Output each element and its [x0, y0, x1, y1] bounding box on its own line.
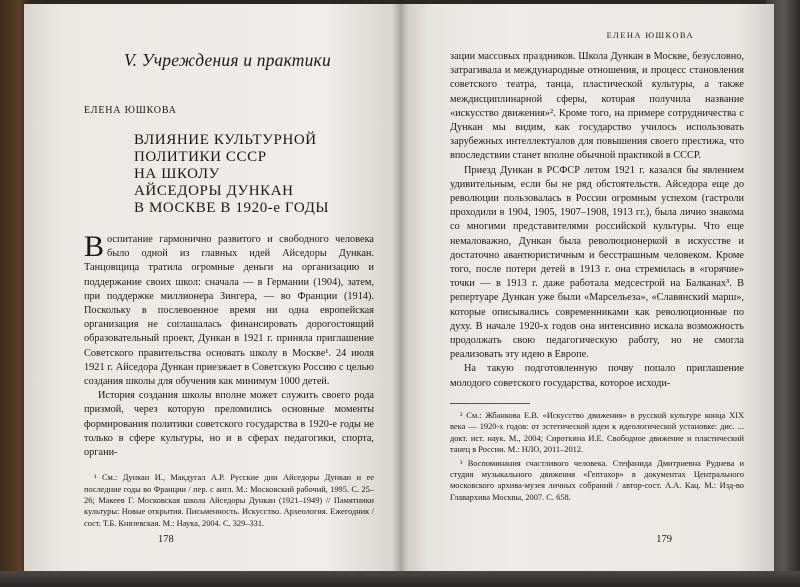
paragraph [84, 230, 374, 389]
footnote: ³ Воспоминания счастливого человека. Стефанида Дмитриевна Руднева и студия музыкального движения «Гептахор» в документах Центрального московского архива-музея личных собраний / автор-сост. А.А. Кац. М.: Изд-во Главархива Москвы, 2007. С. 658. [450, 458, 744, 502]
article-author: ЕЛЕНА ЮШКОВА [84, 105, 177, 116]
article-title-line: В МОСКВЕ В 1920-е ГОДЫ [134, 200, 330, 216]
page-number-left: 178 [158, 534, 174, 545]
right-body-text [450, 50, 744, 391]
section-heading: V. Учреждения и практики [124, 50, 331, 70]
left-page [24, 4, 400, 571]
paragraph: История создания школы вполне может служить своего рода призмой, через которую преломились основные моменты формирования политики советского государства в 1920-е годы не только в сфере культуры, но и в сферах педагогики, спорта, органи- [84, 390, 374, 459]
book-gutter [392, 4, 408, 571]
article-title-line: ВЛИЯНИЕ КУЛЬТУРНОЙ [134, 132, 317, 148]
article-title-line: ПОЛИТИКИ СССР [134, 149, 267, 165]
drop-cap: В [84, 230, 105, 263]
page-number-right: 179 [656, 534, 672, 545]
left-body-text [84, 230, 374, 460]
footnote: ² См.: Жбанкова Е.В. «Искусство движения» в русской культуре конца XIX века — 1920-х годов: от эстетической идеи к идеологической установке: дис. ... докт. ист. наук. М., 2004; Сироткина И.Е. Свободное движение и пластический танец в России. М.: НЛО, 2011–2012. [450, 410, 744, 455]
backdrop-bottom-edge [0, 571, 800, 587]
footnote: ¹ См.: Дункан И., Макдугал А.Р. Русские дни Айседоры Дункан и ее последние годы во Франции / пер. с англ. М.: Московский рабочий, 1995. С. 25–26; Макеев Г. Московская школа Айседоры Дункан (1921–1949) // Памятники культуры: Новые открытия. Письменность. Искусство. Археология. Ежегодник / сост. Т.Б. Князевская. М.: Наука, 2004. С. 329–331. [84, 473, 374, 528]
paragraph: Приезд Дункан в РСФСР летом 1921 г. казался бы явлением удивительным, если бы не ряд обстоятельств. Айседора еще до революции пользовалась в России огромным успехом (гастроли проходили в 1904, 1905, 1907–1908, 1913 гг.), была лично знакома со многими представителями российской культуры. Что еще немаловажно, Дункан была революционеркой в искусстве и достаточно авантюристичным и бесстрашным человеком. Кроме того, после потери детей в 1913 г. она стремилась в «горячие» точки — в 1913 г. даже работала медсестрой на Балканах³. В репертуаре Дункан уже были «Марсельеза», «Славянский марш», которые описывались современниками как революционные по духу. В начале 1920-х годов она интенсивно искала возможность продолжать свою педагогическую работу, но не смогла реализовать эту идею в Европе. [450, 164, 744, 361]
paragraph: зации массовых праздников. Школа Дункан в Москве, безусловно, затрагивала и международные отношения, и процесс становления советского театра, танца, пластической культуры, а также междисциплинарной сферы, которая получила название «искусство движения»². Кроме того, на примере сотрудничества с Дункан мы видим, как государство училось использовать зарубежных интеллектуалов для повышения своего престижа, что впоследствии станет вполне обычной практикой в СССР. [450, 51, 744, 162]
article-title-line: АЙСЕДОРЫ ДУНКАН [134, 183, 294, 199]
running-head: ЕЛЕНА ЮШКОВА [606, 30, 694, 40]
paragraph-text: оспитание гармонично развитого и свободного человека было одной из главных идей Айседоры Дункан. Танцовщица тратила огромные деньги на организацию и поддержание своих школ: сначала — в Германии (1904), затем, при поддержке миллионера Зингера, — во Франции (1914). Поскольку в послевоенное время ни одна европейская организация не соглашалась финансировать дорогостоящий образовательный проект, Дункан в 1921 г. приняла приглашение Советского правительства основать школу в Москве¹. 24 июля 1921 г. Айседора Дункан приезжает в Советскую Россию с целью создания школы для обучения как минимум 1000 детей. [84, 234, 374, 388]
left-footnotes [84, 472, 374, 529]
right-footnotes [450, 410, 744, 503]
footnote-rule [450, 403, 530, 404]
paragraph: На такую подготовленную почву попало приглашение молодого советского государства, которое исходи- [450, 363, 744, 389]
right-page [400, 4, 774, 571]
article-title-line: НА ШКОЛУ [134, 166, 220, 182]
article-title [134, 132, 374, 217]
